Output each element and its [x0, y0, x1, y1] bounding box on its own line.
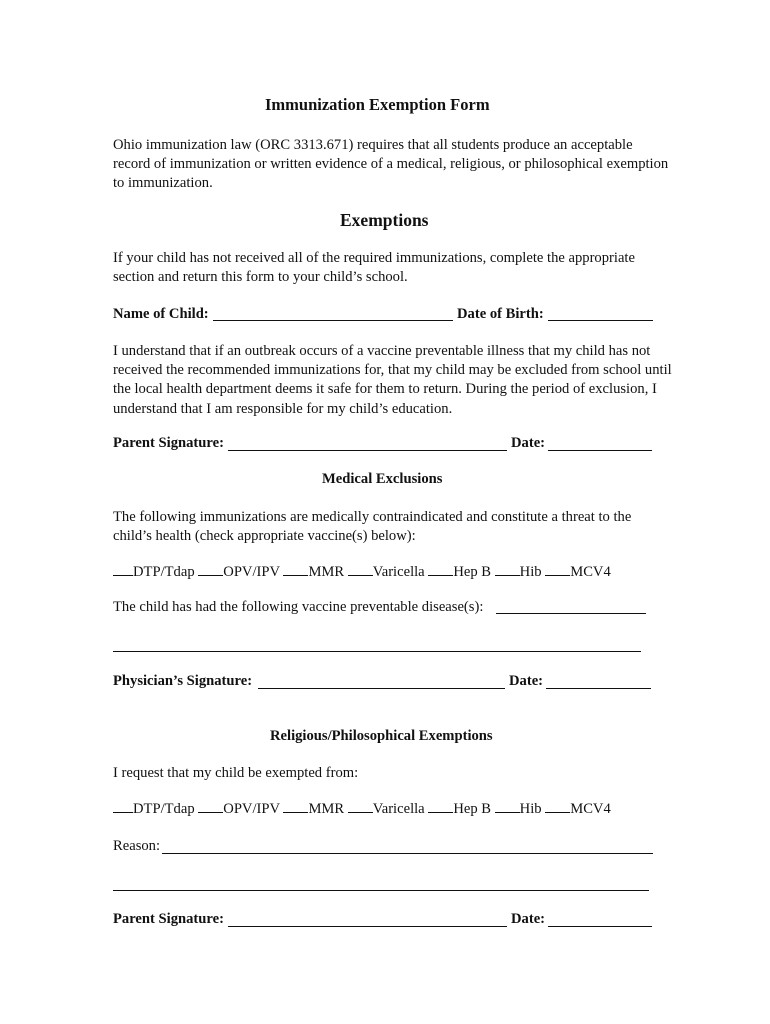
vaccine-label: DTP/Tdap — [133, 801, 195, 817]
vaccine-label: Hep B — [453, 564, 492, 580]
religious-check-hib[interactable] — [495, 800, 520, 813]
name-of-child-label: Name of Child: — [113, 306, 209, 322]
religious-exemptions-heading: Religious/Philosophical Exemptions — [270, 728, 493, 744]
vaccine-label: MCV4 — [570, 564, 611, 580]
medical-check-mmr[interactable] — [283, 563, 308, 576]
religious-parent-signature-date-label: Date: — [511, 911, 546, 927]
vaccine-label: Hep B — [453, 801, 492, 817]
disease-label: The child has had the following vaccine preventable disease(s): — [113, 599, 484, 615]
parent-signature-date-field[interactable] — [548, 450, 652, 451]
medical-statement: The following immunizations are medically contraindicated and constitute a threat to the child’s health (check appropriate vaccine(s) below): — [113, 509, 632, 545]
medical-check-hib[interactable] — [495, 563, 520, 576]
exemptions-instructions: If your child has not received all of the required immunizations, complete the appropriate section and return this form to your child’s school. — [113, 250, 635, 286]
religious-check-hepb[interactable] — [428, 800, 453, 813]
medical-check-hepb[interactable] — [428, 563, 453, 576]
disease-field-continued[interactable] — [113, 651, 641, 652]
disease-field[interactable] — [496, 613, 646, 614]
medical-check-dtp[interactable] — [113, 563, 133, 576]
religious-parent-signature-label: Parent Signature: — [113, 911, 224, 927]
physician-signature-label: Physician’s Signature: — [113, 673, 253, 689]
vaccine-label: DTP/Tdap — [133, 564, 195, 580]
religious-check-dtp[interactable] — [113, 800, 133, 813]
religious-check-mcv4[interactable] — [545, 800, 570, 813]
vaccine-label: Varicella — [372, 801, 425, 817]
reason-field-continued[interactable] — [113, 890, 649, 891]
religious-parent-signature-date-field[interactable] — [548, 926, 652, 927]
parent-signature-field[interactable] — [228, 450, 507, 451]
exemptions-heading: Exemptions — [340, 210, 429, 230]
medical-vaccine-checklist — [113, 563, 611, 582]
vaccine-label: Hib — [519, 564, 542, 580]
vaccine-label: Hib — [519, 801, 542, 817]
religious-check-mmr[interactable] — [283, 800, 308, 813]
date-of-birth-label: Date of Birth: — [457, 306, 544, 322]
understanding-paragraph: I understand that if an outbreak occurs of a vaccine preventable illness that my child has not received the recommended immunizations for, that my child may be excluded from school until the local health department deems it safe for them to return. During the period of exclusion, I understand that I am responsible for my child’s education. — [113, 343, 672, 417]
medical-exclusions-heading: Medical Exclusions — [322, 471, 443, 487]
reason-field[interactable] — [162, 853, 653, 854]
religious-request: I request that my child be exempted from: — [113, 765, 359, 781]
medical-check-opv[interactable] — [198, 563, 223, 576]
vaccine-label: Varicella — [372, 564, 425, 580]
intro-paragraph: Ohio immunization law (ORC 3313.671) requires that all students produce an acceptable record of immunization or written evidence of a medical, religious, or philosophical exemption to immunization. — [113, 137, 669, 192]
parent-signature-date-label: Date: — [511, 435, 546, 451]
vaccine-label: MMR — [308, 564, 345, 580]
vaccine-label: OPV/IPV — [223, 801, 280, 817]
vaccine-label: MMR — [308, 801, 345, 817]
medical-check-varicella[interactable] — [348, 563, 373, 576]
physician-signature-date-label: Date: — [509, 673, 544, 689]
vaccine-label: OPV/IPV — [223, 564, 280, 580]
physician-signature-field[interactable] — [258, 688, 505, 689]
date-of-birth-field[interactable] — [548, 320, 653, 321]
religious-check-varicella[interactable] — [348, 800, 373, 813]
vaccine-label: MCV4 — [570, 801, 611, 817]
parent-signature-label: Parent Signature: — [113, 435, 224, 451]
religious-vaccine-checklist — [113, 800, 611, 819]
religious-check-opv[interactable] — [198, 800, 223, 813]
religious-parent-signature-field[interactable] — [228, 926, 507, 927]
physician-signature-date-field[interactable] — [546, 688, 651, 689]
medical-check-mcv4[interactable] — [545, 563, 570, 576]
name-of-child-field[interactable] — [213, 320, 453, 321]
form-title: Immunization Exemption Form — [265, 95, 490, 114]
reason-label: Reason: — [113, 838, 161, 854]
